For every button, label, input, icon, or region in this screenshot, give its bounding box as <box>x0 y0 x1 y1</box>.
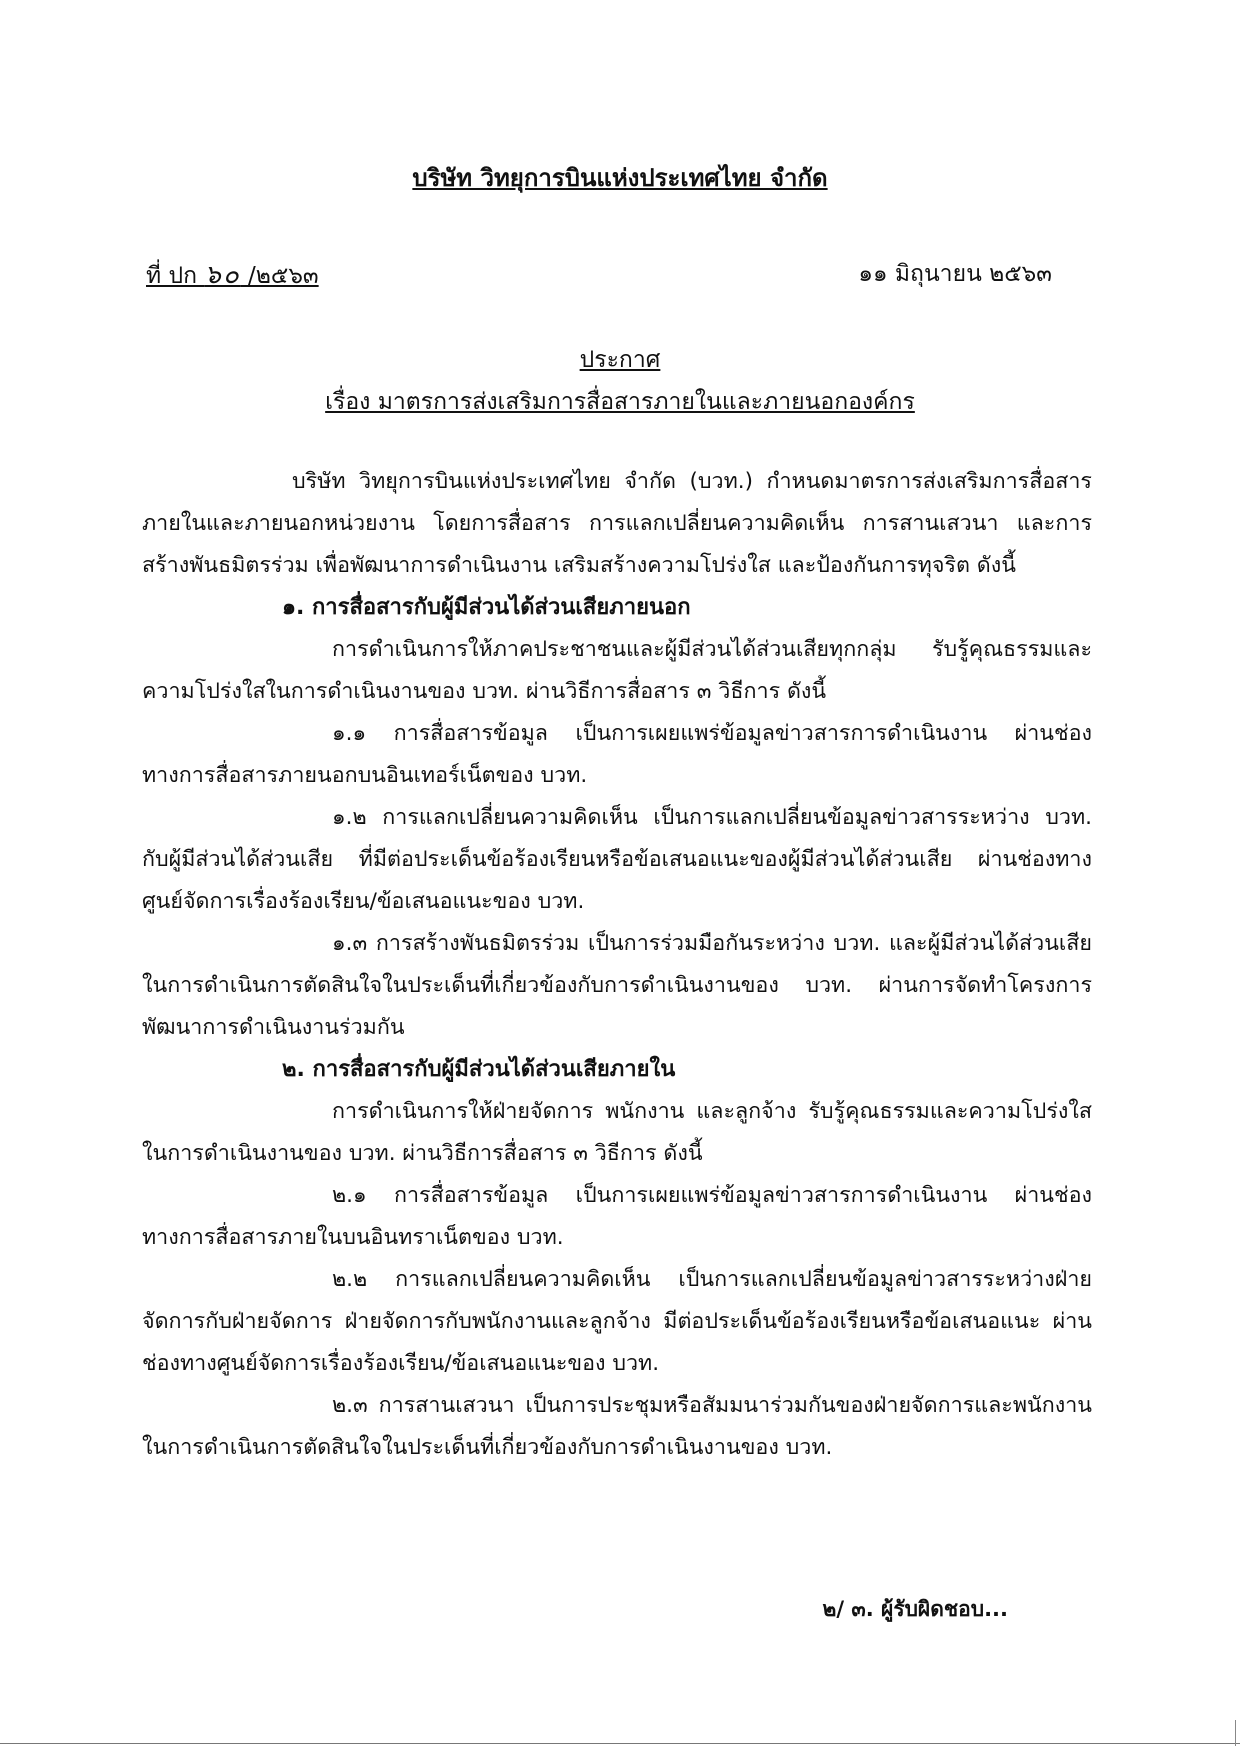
section-2-lead: การดำเนินการให้ฝ่ายจัดการ พนักงาน และลูกจ้าง รับรู้คุณธรรมและความโปร่งใสในการดำเนินงานของ บวท. ผ่านวิธีการสื่อสาร ๓ วิธีการ ดังนี้ <box>142 1099 1092 1166</box>
next-page-marker: ๒/ ๓. ผู้รับผิดชอบ... <box>822 1597 1008 1621</box>
section-1-item-3: ๑.๓ การสร้างพันธมิตรร่วม เป็นการร่วมมือกันระหว่าง บวท. และผู้มีส่วนได้ส่วนเสียในการดำเนินการตัดสินใจในประเด็นที่เกี่ยวข้องกับการดำเนินงานของ บวท. ผ่านการจัดทำโครงการพัฒนาการดำเนินงานร่วมกัน <box>142 931 1092 1040</box>
scan-edge-mark <box>1235 1720 1236 1746</box>
section-2-item-2: ๒.๒ การแลกเปลี่ยนความคิดเห็น เป็นการแลกเปลี่ยนข้อมูลข่าวสารระหว่างฝ่ายจัดการกับฝ่ายจัดการ ฝ่ายจัดการกับพนักงานและลูกจ้าง มีต่อประเด็นข้อร้องเรียนหรือข้อเสนอแนะ ผ่านช่องทางศูนย์จัดการเรื่องร้องเรียน/ข้อเสนอแนะของ บวท. <box>142 1267 1092 1376</box>
ref-number-handwritten: ๖๐ <box>204 260 241 290</box>
ref-prefix: ที่ ปก <box>146 263 197 289</box>
document-date: ๑๑ มิถุนายน ๒๕๖๓ <box>858 261 1052 287</box>
section-1-lead: การดำเนินการให้ภาคประชาชนและผู้มีส่วนได้ส่วนเสียทุกกลุ่ม รับรู้คุณธรรมและความโปร่งใสในการดำเนินงานของ บวท. ผ่านวิธีการสื่อสาร ๓ วิธีการ ดังนี้ <box>142 637 1092 704</box>
document-body <box>142 461 1092 1469</box>
company-name: บริษัท วิทยุการบินแห่งประเทศไทย จำกัด <box>412 164 828 192</box>
announcement-subject: เรื่อง มาตรการส่งเสริมการสื่อสารภายในและภายนอกองค์กร <box>325 389 915 415</box>
section-1-heading: ๑. การสื่อสารกับผู้มีส่วนได้ส่วนเสียภายนอก <box>282 595 691 620</box>
intro-paragraph: บริษัท วิทยุการบินแห่งประเทศไทย จำกัด (บวท.) กำหนดมาตรการส่งเสริมการสื่อสารภายในและภายนอกหน่วยงาน โดยการสื่อสาร การแลกเปลี่ยนความคิดเห็น การสานเสวนา และการสร้างพันธมิตรร่วม เพื่อพัฒนาการดำเนินงาน เสริมสร้างความโปร่งใส และป้องกันการทุจริต ดังนี้ <box>142 469 1092 578</box>
reference-number <box>146 254 319 295</box>
announcement-title: ประกาศ <box>579 347 661 373</box>
section-1-item-1: ๑.๑ การสื่อสารข้อมูล เป็นการเผยแพร่ข้อมูลข่าวสารการดำเนินงาน ผ่านช่องทางการสื่อสารภายนอกบนอินเทอร์เน็ตของ บวท. <box>142 721 1092 788</box>
section-2-heading: ๒. การสื่อสารกับผู้มีส่วนได้ส่วนเสียภายใน <box>282 1057 676 1082</box>
ref-year: /๒๕๖๓ <box>248 263 319 289</box>
section-2-item-3: ๒.๓ การสานเสวนา เป็นการประชุมหรือสัมมนาร่วมกันของฝ่ายจัดการและพนักงานในการดำเนินการตัดสินใจในประเด็นที่เกี่ยวข้องกับการดำเนินงานของ บวท. <box>142 1393 1092 1460</box>
scan-edge-line <box>0 1743 1240 1744</box>
section-1-item-2: ๑.๒ การแลกเปลี่ยนความคิดเห็น เป็นการแลกเปลี่ยนข้อมูลข่าวสารระหว่าง บวท. กับผู้มีส่วนได้ส่วนเสีย ที่มีต่อประเด็นข้อร้องเรียนหรือข้อเสนอแนะของผู้มีส่วนได้ส่วนเสีย ผ่านช่องทางศูนย์จัดการเรื่องร้องเรียน/ข้อเสนอแนะของ บวท. <box>142 805 1092 914</box>
section-2-item-1: ๒.๑ การสื่อสารข้อมูล เป็นการเผยแพร่ข้อมูลข่าวสารการดำเนินงาน ผ่านช่องทางการสื่อสารภายในบนอินทราเน็ตของ บวท. <box>142 1183 1092 1250</box>
